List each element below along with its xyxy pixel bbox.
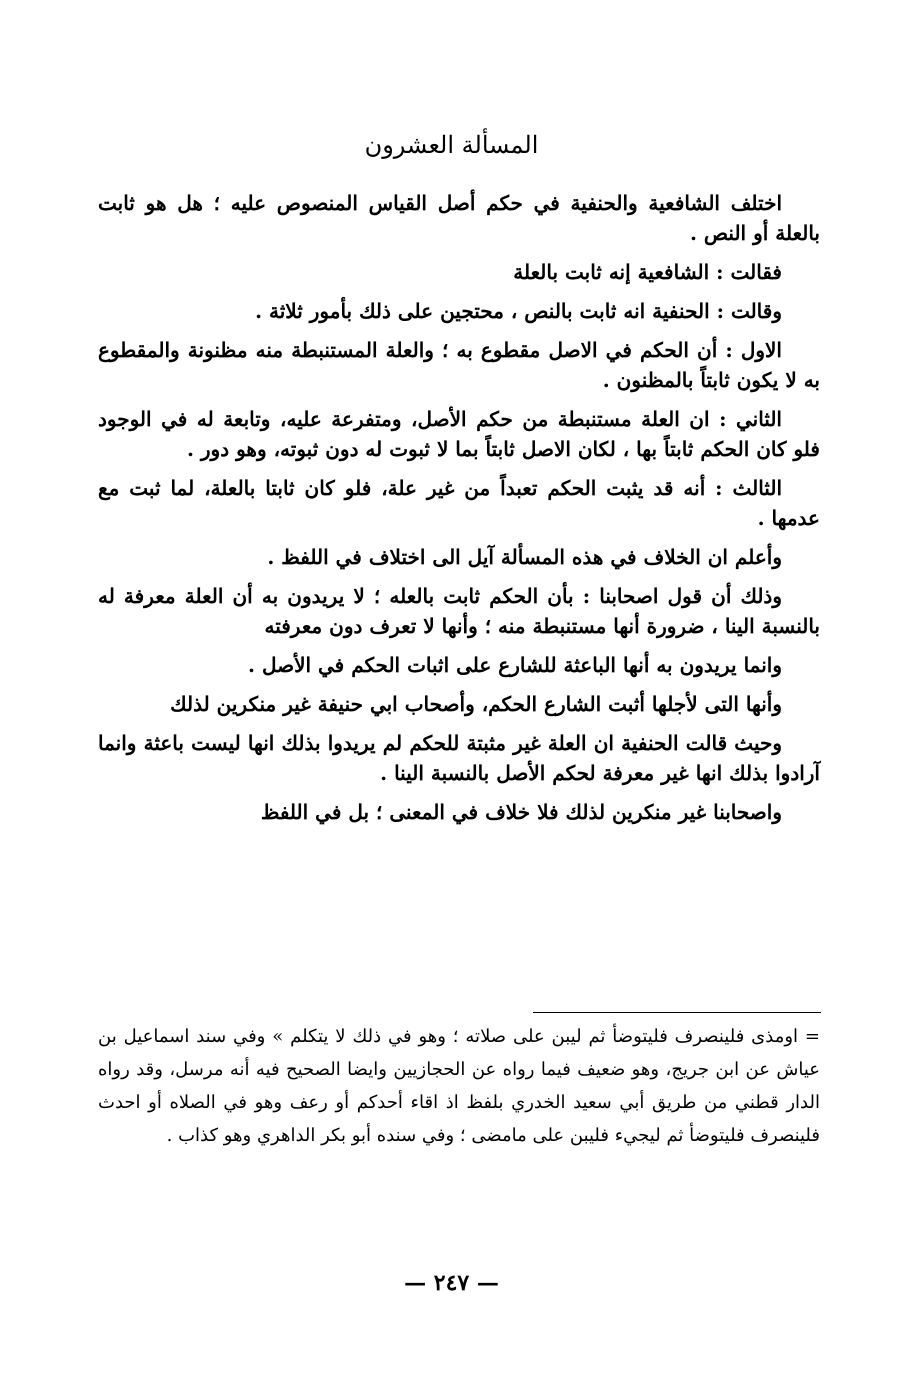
paragraph-8: وذلك أن قول اصحابنا : بأن الحكم ثابت بالعله ؛ لا يريدون به أن العلة معرفة له بالنسبة الينا ، ضرورة أنها مستنبطة منه ؛ وأنها لا تعرف دون معرفته xyxy=(98,584,820,638)
page-number: — ٢٤٧ — xyxy=(404,1270,499,1296)
footnote-separator xyxy=(533,1012,821,1013)
paragraph-4: الاول : أن الحكم في الاصل مقطوع به ؛ والعلة المستنبطة منه مظنونة والمقطوع به لا يكون ثابتاً بالمظنون . xyxy=(98,338,820,392)
paragraph-2: فقالت : الشافعية إنه ثابت بالعلة xyxy=(513,260,782,284)
paragraph-3: وقالت : الحنفية انه ثابت بالنص ، محتجين على ذلك بأمور ثلاثة . xyxy=(255,299,782,323)
paragraph-12: واصحابنا غير منكرين لذلك فلا خلاف في المعنى ؛ بل في اللفظ xyxy=(260,800,782,824)
main-text xyxy=(98,188,820,836)
paragraph-9: وانما يريدون به أنها الباعثة للشارع على اثبات الحكم في الأصل . xyxy=(248,653,782,677)
footnotes xyxy=(98,1020,820,1152)
paragraph-10: وأنها التى لأجلها أثبت الشارع الحكم، وأصحاب ابي حنيفة غير منكرين لذلك xyxy=(170,692,782,716)
paragraph-11: وحيث قالت الحنفية ان العلة غير مثبتة للحكم لم يريدوا بذلك انها ليست باعثة وانما آرادوا بذلك انها غير معرفة لحكم الأصل بالنسبة الينا . xyxy=(98,731,820,785)
paragraph-6: الثالث : أنه قد يثبت الحكم تعبداً من غير علة، فلو كان ثابتا بالعلة، لما ثبت مع عدمها . xyxy=(98,476,820,530)
paragraph-5: الثاني : ان العلة مستنبطة من حكم الأصل، ومتفرعة عليه، وتابعة له في الوجود فلو كان الحكم ثابتاً بها ، لكان الاصل ثابتاً بما لا ثبوت له دون ثبوته، وهو دور . xyxy=(98,407,820,461)
footnote-text: = اومذى فلينصرف فليتوضأ ثم ليبن على صلاته ؛ وهو في ذلك لا يتكلم » وفي سند اسماعيل بن عياش عن ابن جريج، وهو ضعيف فيما رواه عن الحجازيين وايضا الصحيح فيه أنه مرسل، وقد رواه الدار قطني من طريق أبي سعيد الخدري بلفظ اذ اقاء أحدكم أو رعف وهو في الصلاه أو احدث فلينصرف فليتوضأ ثم ليجيء فليبن على مامضى ؛ وفي سنده أبو بكر الداهري وهو كذاب . xyxy=(98,1026,820,1146)
paragraph-7: وأعلم ان الخلاف في هذه المسألة آيل الى اختلاف في اللفظ . xyxy=(267,545,782,569)
section-title: المسألة العشرون xyxy=(364,131,539,159)
paragraph-1: اختلف الشافعية والحنفية في حكم أصل القياس المنصوص عليه ؛ هل هو ثابت بالعلة أو النص . xyxy=(98,191,820,245)
